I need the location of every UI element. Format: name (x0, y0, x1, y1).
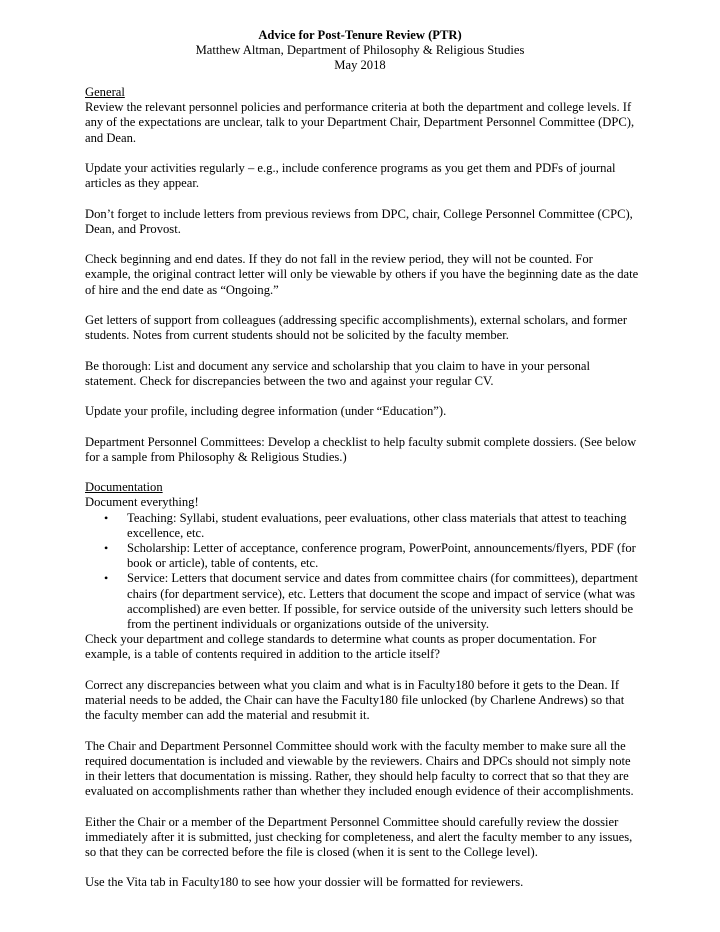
document-body (85, 85, 640, 891)
general-paragraph: Update your activities regularly – e.g., include conference programs as you get them and PDFs of journal articles as they appear. (85, 161, 616, 191)
general-paragraph: Update your profile, including degree information (under “Education”). (85, 404, 447, 419)
documentation-paragraph: Either the Chair or a member of the Department Personnel Committee should carefully review the dossier immediately after it is submitted, just checking for completeness, and alert the faculty member to any issues, so that they can be corrected before the file is closed (when it is sent to the College level). (85, 814, 633, 859)
general-paragraph: Department Personnel Committees: Develop a checklist to help faculty submit complete dossiers. (See below for a sample from Philosophy & Religious Studies.) (85, 434, 637, 464)
documentation-bullet-list (85, 511, 640, 633)
documentation-paragraph: Check your department and college standards to determine what counts as proper documentation. For example, is a table of contents required in addition to the article itself? (85, 632, 597, 662)
documentation-paragraph: The Chair and Department Personnel Committee should work with the faculty member to make sure all the required documentation is included and viewable by the reviewers. Chairs and DPCs should not simply note in their letters that documentation is missing. Rather, they should help faculty to correct that so that they are evaluated on accomplishments rather than whether they included enough evidence of their accomplishments. (85, 738, 634, 799)
list-item-text: Scholarship: Letter of acceptance, conference program, PowerPoint, announcements/flyers, PDF (for book or article), table of contents, etc. (127, 540, 636, 571)
documentation-intro: Document everything! (85, 495, 199, 510)
bullet-icon: • (104, 510, 109, 525)
section-heading-documentation: Documentation (85, 480, 163, 495)
list-item-text: Service: Letters that document service and dates from committee chairs (for committees), department chairs (for department service), etc. Letters that document the scope and impact of service (what was accomplished) are even better. If possible, for service outside of the university such letters should be from the pertinent individuals or organizations outside of the university. (127, 571, 638, 631)
document-date: May 2018 (334, 58, 386, 73)
general-paragraph: Get letters of support from colleagues (addressing specific accomplishments), external scholars, and former students. Notes from current students should not be solicited by the faculty member. (85, 312, 628, 343)
list-item-text: Teaching: Syllabi, student evaluations, peer evaluations, other class materials that attest to teaching excellence, etc. (127, 510, 627, 540)
document-header (0, 28, 720, 74)
list-item (85, 541, 640, 571)
documentation-paragraph: Use the Vita tab in Faculty180 to see how your dossier will be formatted for reviewers. (85, 875, 524, 890)
document-author: Matthew Altman, Department of Philosophy & Religious Studies (195, 43, 525, 58)
documentation-paragraph: Correct any discrepancies between what you claim and what is in Faculty180 before it gets to the Dean. If material needs to be added, the Chair can have the Faculty180 file unlocked (by Charlene Andrews) so that the faculty member can add the material and resubmit it. (85, 677, 625, 723)
document-title: Advice for Post-Tenure Review (PTR) (258, 28, 462, 42)
section-heading-general: General (85, 85, 125, 99)
list-item (85, 511, 640, 541)
general-paragraph: Don’t forget to include letters from previous reviews from DPC, chair, College Personnel Committee (CPC), Dean, and Provost. (85, 206, 633, 236)
general-paragraph: Be thorough: List and document any service and scholarship that you claim to have in your personal statement. Check for discrepancies between the two and against your regular CV. (85, 358, 591, 388)
bullet-icon: • (104, 571, 109, 586)
general-paragraph: Check beginning and end dates. If they do not fall in the review period, they will not be counted. For example, the original contract letter will only be viewable by others if you have the beginning date as the date of hire and the end date as “Ongoing.” (85, 252, 639, 297)
section-general (85, 85, 640, 465)
general-paragraph: Review the relevant personnel policies and performance criteria at both the department and college levels. If any of the expectations are unclear, talk to your Department Chair, Department Personnel Committee (DPC), and Dean. (85, 100, 635, 145)
bullet-icon: • (104, 540, 109, 555)
list-item (85, 571, 640, 632)
section-documentation (85, 480, 640, 890)
